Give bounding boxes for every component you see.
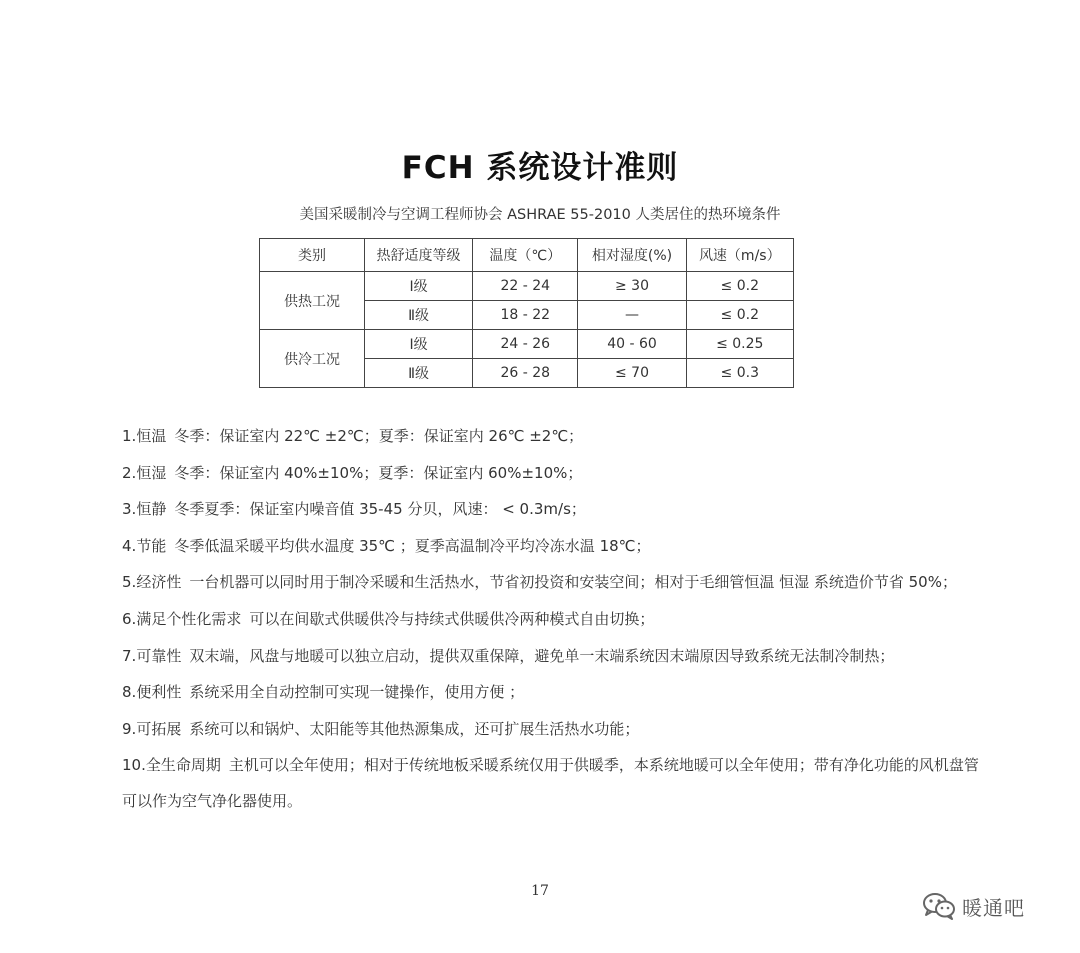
item-heading: 便利性 (136, 683, 182, 702)
item-text: 系统可以和锅炉、太阳能等其他热源集成，还可扩展生活热水功能； (189, 719, 640, 738)
item-number: 1. (122, 427, 137, 445)
item-number: 6. (122, 609, 137, 628)
header-wind-speed: 风速（m/s） (686, 239, 793, 272)
table-caption: 美国采暖制冷与空调工程师协会 ASHRAE 55-2010 人类居住的热环境条件 (299, 207, 781, 223)
item-heading: 节能 (136, 536, 167, 555)
list-item (122, 425, 982, 447)
watermark (922, 888, 1025, 924)
item-number: 5. (122, 573, 137, 592)
list-item (122, 608, 982, 630)
humidity-cell: 40 - 60 (578, 330, 686, 359)
level-cell: Ⅰ级 (365, 272, 473, 301)
table-header-row (260, 239, 794, 272)
wechat-icon (922, 892, 956, 920)
temperature-cell: 26 - 28 (473, 359, 578, 388)
humidity-cell: ≤ 70 (578, 359, 686, 388)
thermal-conditions-table (259, 238, 794, 388)
item-number: 7. (122, 646, 137, 665)
item-text: 冬季：保证室内 22℃ ±2℃；夏季：保证室内 26℃ ±2℃； (174, 427, 584, 445)
item-text: 可以在间歇式供暖供冷与持续式供暖供冷两种模式自由切换； (249, 609, 655, 628)
item-text: 冬季低温采暖平均供水温度 35℃ ；夏季高温制冷平均冷冻水温 18℃； (174, 536, 651, 555)
item-number: 10. (122, 756, 146, 775)
item-heading: 恒湿 (136, 463, 167, 482)
list-item (122, 747, 982, 819)
humidity-cell: — (578, 301, 686, 330)
level-cell: Ⅰ级 (365, 330, 473, 359)
page-number: 17 (531, 883, 549, 899)
item-heading: 恒静 (136, 500, 167, 519)
item-text: 一台机器可以同时用于制冷采暖和生活热水，节省初投资和安装空间；相对于毛细管恒温 恒湿 系统造价节省 50%； (189, 573, 957, 592)
list-item (122, 462, 982, 484)
item-heading: 全生命周期 (145, 756, 221, 775)
temperature-cell: 22 - 24 (473, 272, 578, 301)
header-temperature: 温度（℃） (473, 239, 578, 272)
item-number: 8. (122, 683, 137, 702)
item-text: 冬季：保证室内 40%±10%；夏季：保证室内 60%±10%； (174, 463, 583, 482)
item-number: 9. (122, 719, 137, 738)
table-row (260, 272, 794, 301)
table-row (260, 330, 794, 359)
item-number: 3. (122, 500, 137, 519)
category-cell: 供热工况 (260, 272, 365, 330)
category-cell: 供冷工况 (260, 330, 365, 388)
list-item (122, 498, 982, 520)
item-text: 主机可以全年使用；相对于传统地板采暖系统仅用于供暖季，本系统地暖可以全年使用；带有净化功能的风机盘管可以作为空气净化器使用。 (122, 756, 979, 811)
wind-speed-cell: ≤ 0.2 (686, 301, 793, 330)
humidity-cell: ≥ 30 (578, 272, 686, 301)
wind-speed-cell: ≤ 0.3 (686, 359, 793, 388)
item-heading: 恒温 (136, 427, 167, 445)
watermark-text: 暖通吧 (962, 895, 1025, 920)
temperature-cell: 24 - 26 (473, 330, 578, 359)
header-category: 类别 (260, 239, 365, 272)
header-humidity: 相对湿度(%) (578, 239, 686, 272)
header-level: 热舒适度等级 (365, 239, 473, 272)
list-item (122, 645, 982, 667)
page-title: FCH 系统设计准则 (401, 150, 679, 186)
item-heading: 可靠性 (136, 646, 182, 665)
item-text: 双末端，风盘与地暖可以独立启动，提供双重保障，避免单一末端系统因末端原因导致系统无法制冷制热； (189, 646, 895, 665)
wind-speed-cell: ≤ 0.2 (686, 272, 793, 301)
item-text: 冬季夏季：保证室内噪音值 35-45 分贝，风速： < 0.3m/s； (174, 500, 586, 519)
item-text: 系统采用全自动控制可实现一键操作，使用方便 ； (189, 683, 525, 702)
item-heading: 可拓展 (136, 719, 182, 738)
list-item (122, 718, 982, 740)
item-number: 2. (122, 463, 137, 482)
list-item (122, 681, 982, 703)
design-criteria-list (122, 425, 982, 834)
item-heading: 满足个性化需求 (136, 609, 242, 628)
item-heading: 经济性 (136, 573, 182, 592)
temperature-cell: 18 - 22 (473, 301, 578, 330)
list-item (122, 535, 982, 557)
level-cell: Ⅱ级 (365, 359, 473, 388)
list-item (122, 571, 982, 593)
level-cell: Ⅱ级 (365, 301, 473, 330)
item-number: 4. (122, 536, 137, 555)
wind-speed-cell: ≤ 0.25 (686, 330, 793, 359)
